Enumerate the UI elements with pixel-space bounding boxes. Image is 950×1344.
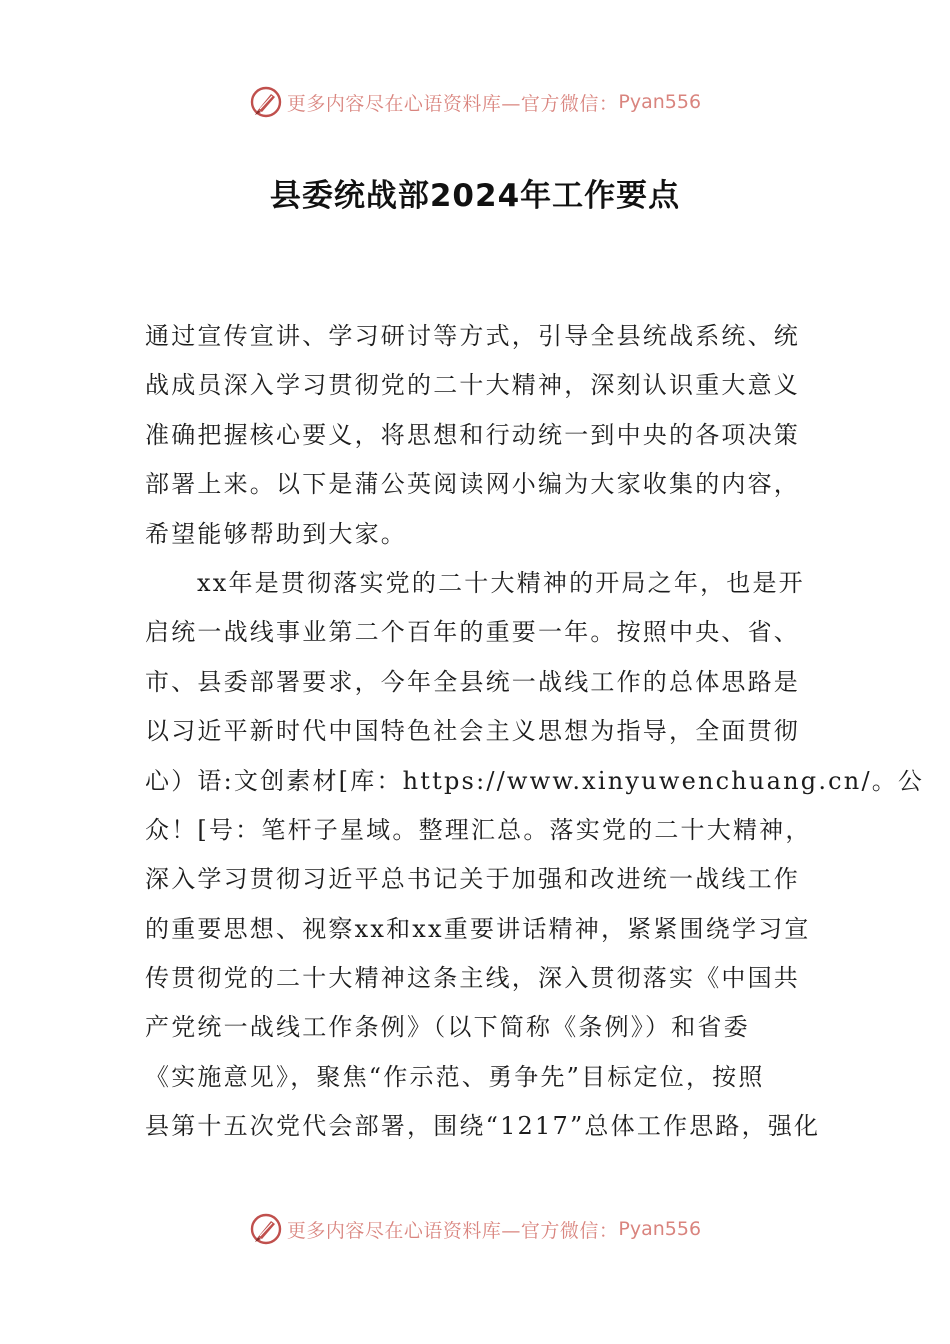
paragraph-line: 《实施意见》，聚焦“作示范、勇争先”目标定位，按照 [145,1062,765,1091]
header-watermark [0,82,950,122]
document-title: 县委统战部2024年工作要点 [269,178,681,214]
paragraph-line: 通过宣传宣讲、学习研讨等方式，引导全县统战系统、统 [145,322,800,350]
paragraph-line: 准确把握核心要义，将思想和行动统一到中央的各项决策 [145,420,800,449]
paragraph-line: 的重要思想、视察xx和xx重要讲话精神，紧紧围绕学习宣 [145,914,811,943]
pen-nib-logo-icon [249,85,283,119]
paragraph-line: 传贯彻党的二十大精神这条主线，深入贯彻落实《中国共 [145,964,800,993]
watermark-text: 更多内容尽在心语资料库—官方微信： [286,92,619,115]
watermark-text: 更多内容尽在心语资料库—官方微信： [286,1219,619,1242]
paragraph-line: xx年是贯彻落实党的二十大精神的开局之年，也是开 [197,568,805,597]
pen-nib-logo-icon [249,1212,283,1246]
footer-watermark [0,1209,950,1249]
paragraph-line: 战成员深入学习贯彻党的二十大精神，深刻认识重大意义 [145,371,800,400]
paragraph-line: 以习近平新时代中国特色社会主义思想为指导，全面贯彻 [145,717,800,746]
paragraph-line: 心）语:文创素材[库：https://www.xinyuwenchuang.cn/。公 [145,766,925,795]
paragraph-line: 深入学习贯彻习近平总书记关于加强和改进统一战线工作 [145,865,800,894]
paragraph-line: 产党统一战线工作条例》（以下简称《条例》）和省委 [145,1013,750,1042]
paragraph-line: 市、县委部署要求，今年全县统一战线工作的总体思路是 [145,667,800,696]
document-body [145,312,925,1152]
paragraph-line: 众！[号：笔杆子星域。整理汇总。落实党的二十大精神， [145,815,812,844]
paragraph-line: 县第十五次党代会部署，围绕“1217”总体工作思路，强化 [145,1112,821,1141]
watermark-contact: Pyan556 [618,1218,702,1240]
paragraph-line: 希望能够帮助到大家。 [145,519,407,548]
paragraph-line: 部署上来。以下是蒲公英阅读网小编为大家收集的内容， [145,470,800,499]
paragraph-line: 启统一战线事业第二个百年的重要一年。按照中央、省、 [145,618,800,647]
watermark-contact: Pyan556 [618,91,702,113]
